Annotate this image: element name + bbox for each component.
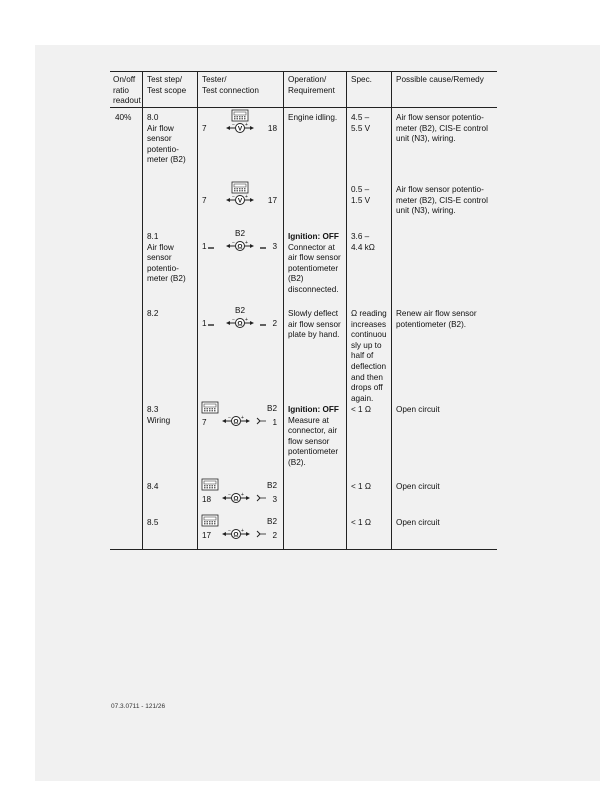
svg-text:Ω: Ω: [237, 320, 243, 328]
svg-text:+: +: [245, 317, 248, 323]
meter-icon: [226, 194, 254, 205]
test-step: 8.3 Wiring: [147, 405, 171, 425]
header-spec: Spec.: [351, 75, 372, 84]
meter-icon: [222, 528, 250, 539]
spec-value: 3.6 – 4.4 kΩ: [351, 232, 375, 252]
column-divider: [283, 71, 284, 549]
tester-icon: [202, 402, 218, 413]
operation-emphasis: Ignition: OFF: [288, 232, 339, 241]
svg-text:−: −: [232, 194, 235, 200]
spec-value: < 1 Ω: [351, 405, 372, 414]
terminal-left: 7: [202, 196, 207, 205]
svg-text:+: +: [241, 415, 244, 421]
svg-text:+: +: [241, 528, 244, 534]
svg-text:−: −: [232, 122, 235, 128]
svg-text:Ω: Ω: [237, 243, 243, 251]
meter-icon: [226, 317, 254, 328]
test-step: 8.4: [147, 482, 159, 491]
svg-text:Ω: Ω: [233, 531, 239, 539]
terminal-left: 17: [202, 531, 212, 540]
spec-value: < 1 Ω: [351, 518, 372, 527]
svg-text:V: V: [237, 125, 243, 133]
svg-text:+: +: [245, 194, 248, 200]
connector-bracket: [257, 531, 260, 537]
svg-text:+: +: [241, 492, 244, 498]
meter-icon: [226, 122, 254, 133]
table-top-rule: [110, 71, 497, 72]
meter-icon: [222, 415, 250, 426]
test-step: 8.2: [147, 309, 159, 318]
terminal-right: 2: [272, 319, 277, 328]
svg-text:−: −: [228, 528, 231, 534]
svg-text:+: +: [245, 240, 248, 246]
terminal-left: 7: [202, 418, 207, 427]
terminal-right: 17: [267, 196, 277, 205]
possible-cause: Air flow sensor potentio- meter (B2), CIS-E control unit (N3), wiring.: [396, 185, 488, 216]
tester-diagram: [199, 514, 283, 554]
terminal-right: 2: [272, 531, 277, 540]
terminal-right: 3: [272, 495, 277, 504]
terminal-right: 1: [272, 418, 277, 427]
tester-diagram: [199, 109, 283, 149]
test-step: 8.1 Air flow sensor potentio- meter (B2): [147, 232, 186, 284]
tester-diagram: [199, 181, 283, 221]
spec-value: Ω reading increases continuou sly up to half of deflection and then drops off again.: [351, 309, 387, 403]
header-tester: Tester/ Test connection: [202, 75, 259, 95]
column-divider: [346, 71, 347, 549]
svg-text:−: −: [232, 240, 235, 246]
operation-requirement: Connector at air flow sensor potentiometer (B2) disconnected.: [288, 242, 341, 294]
component-label: B2: [266, 404, 277, 413]
svg-text:+: +: [245, 122, 248, 128]
onoff-readout: 40%: [115, 113, 132, 122]
tester-diagram: [199, 401, 283, 441]
terminal-left: 7: [202, 124, 207, 133]
terminal-left: 1: [202, 319, 207, 328]
possible-cause: Open circuit: [396, 405, 440, 414]
operation-emphasis: Ignition: OFF: [288, 405, 339, 414]
operation-requirement: Measure at connector, air flow sensor potentiometer (B2).: [288, 415, 339, 467]
terminal-left: 18: [202, 495, 212, 504]
header-onoff: On/off ratio readout: [113, 75, 141, 106]
possible-cause: Renew air flow sensor potentiometer (B2).: [396, 309, 477, 329]
tester-icon: [202, 515, 218, 526]
tester-diagram: [199, 305, 283, 345]
svg-text:−: −: [228, 415, 231, 421]
svg-text:−: −: [228, 492, 231, 498]
header-bottom-rule: [110, 107, 497, 108]
connector-bracket: [257, 495, 260, 501]
terminal-left: 1: [202, 242, 207, 251]
column-divider: [142, 71, 143, 549]
svg-text:−: −: [232, 317, 235, 323]
svg-text:V: V: [237, 197, 243, 205]
test-step: 8.0 Air flow sensor potentio- meter (B2): [147, 113, 186, 165]
operation-requirement: Engine idling.: [288, 113, 338, 122]
svg-text:Ω: Ω: [233, 418, 239, 426]
tester-icon: [232, 182, 248, 193]
table-bottom-rule: [110, 549, 497, 550]
column-divider: [391, 71, 392, 549]
svg-text:Ω: Ω: [233, 495, 239, 503]
terminal-right: 3: [272, 242, 277, 251]
tester-icon: [202, 479, 218, 490]
header-operation: Operation/ Requirement: [288, 75, 335, 95]
spec-value: < 1 Ω: [351, 482, 372, 491]
component-label: B2: [266, 481, 277, 490]
possible-cause: Open circuit: [396, 518, 440, 527]
connector-bracket: [257, 418, 260, 424]
column-divider: [197, 71, 198, 549]
component-label: B2: [234, 306, 246, 315]
possible-cause: Air flow sensor potentio- meter (B2), CIS-E control unit (N3), wiring.: [396, 113, 488, 144]
possible-cause: Open circuit: [396, 482, 440, 491]
header-cause: Possible cause/Remedy: [396, 75, 484, 84]
footer-reference: 07.3.0711 - 121/26: [111, 703, 166, 710]
component-label: B2: [266, 517, 277, 526]
tester-diagram: [199, 478, 283, 518]
spec-value: 4.5 – 5.5 V: [351, 113, 371, 133]
tester-icon: [232, 110, 248, 121]
tester-diagram: [199, 228, 283, 268]
test-step: 8.5: [147, 518, 159, 527]
header-test-step: Test step/ Test scope: [147, 75, 187, 95]
meter-icon: [226, 240, 254, 251]
spec-value: 0.5 – 1.5 V: [351, 185, 371, 205]
component-label: B2: [234, 229, 246, 238]
meter-icon: [222, 492, 250, 503]
operation-requirement: Slowly deflect air flow sensor plate by hand.: [288, 309, 341, 340]
terminal-right: 18: [267, 124, 277, 133]
